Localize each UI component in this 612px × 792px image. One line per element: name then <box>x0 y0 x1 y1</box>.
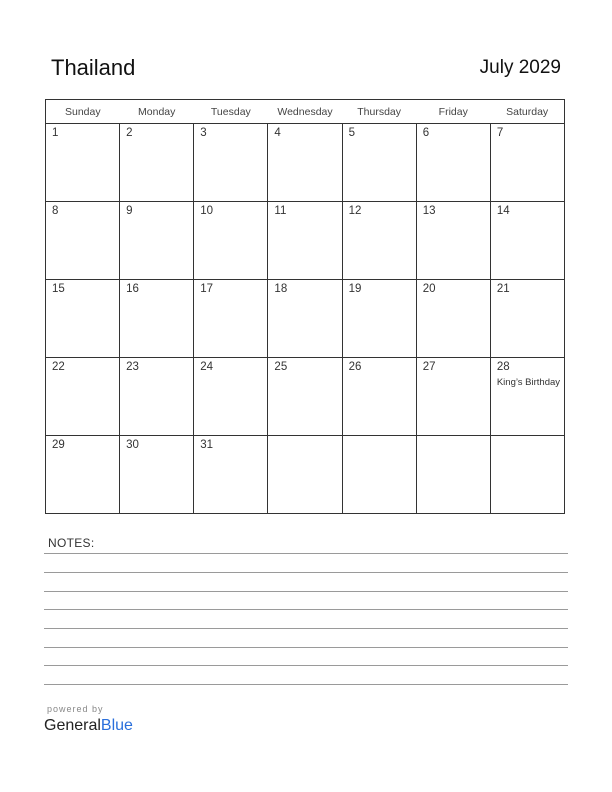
day-cell <box>416 202 490 280</box>
day-cell <box>342 124 416 202</box>
weekday-monday: Monday <box>120 100 194 124</box>
day-cell <box>268 358 342 436</box>
day-number: 20 <box>422 283 436 295</box>
day-cell <box>46 358 120 436</box>
day-number: 14 <box>496 205 510 217</box>
logo-text-general: General <box>44 717 101 734</box>
notes-line <box>44 572 568 573</box>
day-number: 12 <box>348 205 362 217</box>
notes-line <box>44 553 568 554</box>
day-cell <box>416 436 490 514</box>
day-number: 24 <box>200 361 214 373</box>
day-number: 17 <box>200 283 214 295</box>
day-cell <box>120 280 194 358</box>
notes-line <box>44 609 568 610</box>
day-number: 3 <box>200 127 207 139</box>
week-row <box>46 124 565 202</box>
day-number: 8 <box>52 205 59 217</box>
day-cell <box>46 436 120 514</box>
day-cell <box>194 202 268 280</box>
notes-line <box>44 591 568 592</box>
day-cell <box>490 436 564 514</box>
day-cell <box>490 280 564 358</box>
generalblue-logo <box>44 717 133 735</box>
day-cell <box>194 436 268 514</box>
week-row <box>46 202 565 280</box>
day-cell <box>416 124 490 202</box>
day-number: 9 <box>126 205 133 217</box>
day-number: 22 <box>52 361 65 373</box>
day-number: 16 <box>126 283 139 295</box>
day-cell <box>342 436 416 514</box>
week-row <box>46 436 565 514</box>
day-cell <box>342 280 416 358</box>
powered-by-text: powered by <box>47 704 104 714</box>
day-cell <box>268 436 342 514</box>
day-cell <box>342 358 416 436</box>
logo-text-blue: Blue <box>100 717 133 734</box>
week-row <box>46 358 565 436</box>
day-cell <box>268 202 342 280</box>
day-cell <box>120 202 194 280</box>
weekday-header-row <box>46 100 565 124</box>
day-cell <box>46 124 120 202</box>
day-number: 19 <box>348 283 362 295</box>
weekday-sunday: Sunday <box>46 100 120 124</box>
notes-line <box>44 647 568 648</box>
day-cell <box>416 358 490 436</box>
weekday-saturday: Saturday <box>490 100 564 124</box>
day-cell <box>194 124 268 202</box>
week-row <box>46 280 565 358</box>
day-cell <box>120 124 194 202</box>
day-cell <box>194 358 268 436</box>
day-number: 11 <box>274 205 287 217</box>
day-cell <box>490 124 564 202</box>
day-cell <box>490 202 564 280</box>
notes-label: NOTES: <box>48 536 95 550</box>
day-number: 18 <box>274 283 288 295</box>
calendar-grid <box>45 99 565 514</box>
day-number: 15 <box>52 283 65 295</box>
weekday-friday: Friday <box>416 100 490 124</box>
day-number: 6 <box>422 127 430 139</box>
day-number: 1 <box>52 127 59 139</box>
notes-line <box>44 684 568 685</box>
day-cell <box>120 358 194 436</box>
notes-line <box>44 628 568 629</box>
weekday-wednesday: Wednesday <box>268 100 342 124</box>
day-cell <box>416 280 490 358</box>
day-number: 31 <box>200 439 214 451</box>
holiday-label: King’s Birthday <box>496 377 561 388</box>
day-number: 25 <box>274 361 288 373</box>
day-cell <box>268 124 342 202</box>
day-number: 2 <box>126 127 133 139</box>
weekday-tuesday: Tuesday <box>194 100 268 124</box>
country-title: Thailand <box>51 55 136 80</box>
weekday-thursday: Thursday <box>342 100 416 124</box>
day-number: 10 <box>200 205 214 217</box>
day-number: 27 <box>422 361 436 373</box>
day-number: 21 <box>496 283 510 295</box>
day-cell <box>194 280 268 358</box>
day-number: 4 <box>274 127 281 139</box>
day-cell <box>268 280 342 358</box>
day-cell <box>46 202 120 280</box>
month-title: July 2029 <box>479 57 561 78</box>
day-number: 23 <box>126 361 139 373</box>
notes-line <box>44 665 568 666</box>
day-number: 7 <box>496 127 504 139</box>
day-cell <box>490 358 564 436</box>
day-number: 13 <box>422 205 436 217</box>
day-number: 29 <box>52 439 65 451</box>
day-cell <box>46 280 120 358</box>
day-cell <box>342 202 416 280</box>
day-cell <box>120 436 194 514</box>
day-number: 30 <box>126 439 139 451</box>
day-number: 26 <box>348 361 362 373</box>
day-number: 28 <box>496 361 510 373</box>
day-number: 5 <box>348 127 355 139</box>
